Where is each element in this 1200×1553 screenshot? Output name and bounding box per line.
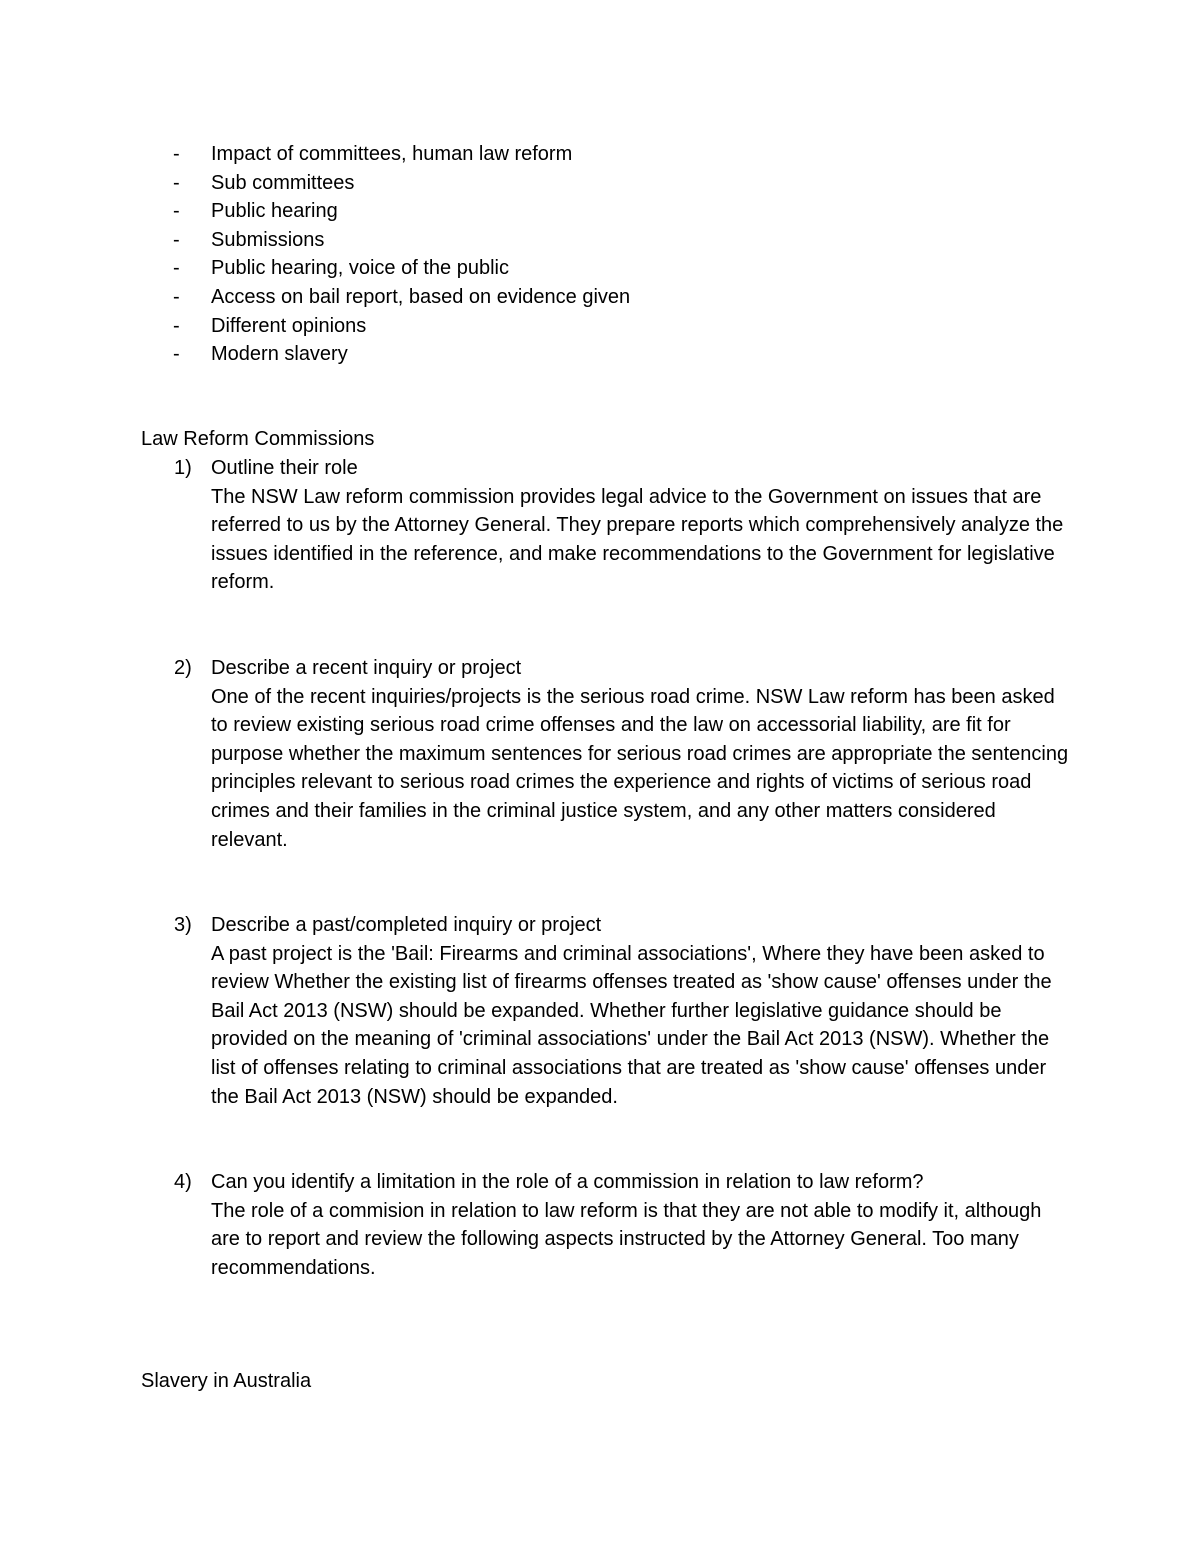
question-2 bbox=[174, 654, 1074, 854]
list-item-text: Public hearing bbox=[211, 200, 338, 223]
list-item bbox=[173, 312, 1073, 341]
list-item-text: Submissions bbox=[211, 228, 325, 251]
list-item-text: Public hearing, voice of the public bbox=[211, 257, 509, 280]
question-answer: The NSW Law reform commission provides legal advice to the Government on issues that are referred to us by the Attorney General. They prepare reports which comprehensively analyze the issues identified in the reference, and make recommendations to the Government for legislative reform. bbox=[211, 485, 1064, 594]
dash-bullet: - bbox=[173, 314, 180, 337]
dash-bullet: - bbox=[173, 200, 180, 223]
section-heading-slavery-in-australia: Slavery in Australia bbox=[141, 1370, 312, 1392]
question-answer: A past project is the 'Bail: Firearms and criminal associations', Where they have been asked to review Whether the existing list of firearms offenses treated as 'show cause' offenses under the Bail Act 2013 (NSW) should be expanded. Whether further legislative guidance should be provided on the meaning of 'criminal associations' under the Bail Act 2013 (NSW). Whether the list of offenses relating to criminal associations that are treated as 'show cause' offenses under the Bail Act 2013 (NSW) should be expanded. bbox=[211, 942, 1052, 1108]
list-item bbox=[173, 226, 1073, 255]
list-item-text: Different opinions bbox=[211, 314, 367, 337]
question-title: Can you identify a limitation in the role of a commission in relation to law reform? bbox=[211, 1171, 924, 1193]
question-title: Outline their role bbox=[211, 457, 358, 479]
question-number: 3) bbox=[174, 914, 192, 936]
list-item-text: Modern slavery bbox=[211, 343, 348, 366]
question-answer: One of the recent inquiries/projects is the serious road crime. NSW Law reform has been asked to review existing serious road crime offenses and the law on accessorial liability, are fit for purpose whether the maximum sentences for serious road crimes are appropriate the sentencing principles relevant to serious road crimes the experience and rights of victims of serious road crimes and their families in the criminal justice system, and any other matters considered relevant. bbox=[211, 685, 1069, 851]
question-number: 2) bbox=[174, 657, 192, 679]
question-4 bbox=[174, 1168, 1074, 1282]
dash-bullet: - bbox=[173, 171, 180, 194]
list-item-text: Access on bail report, based on evidence given bbox=[211, 285, 631, 308]
list-item bbox=[173, 340, 1073, 369]
question-number: 1) bbox=[174, 457, 192, 479]
list-item bbox=[173, 283, 1073, 312]
list-item bbox=[173, 254, 1073, 283]
question-3 bbox=[174, 911, 1074, 1111]
question-body bbox=[211, 1168, 1071, 1282]
topic-bullet-list bbox=[173, 140, 1073, 369]
dash-bullet: - bbox=[173, 343, 180, 366]
question-title: Describe a recent inquiry or project bbox=[211, 657, 522, 679]
list-item-text: Impact of committees, human law reform bbox=[211, 143, 573, 165]
dash-bullet: - bbox=[173, 285, 180, 308]
question-body bbox=[211, 654, 1071, 854]
list-item-text: Sub committees bbox=[211, 171, 355, 194]
question-1 bbox=[174, 454, 1074, 597]
question-number: 4) bbox=[174, 1171, 192, 1193]
question-answer: The role of a commision in relation to law reform is that they are not able to modify it, although are to report and review the following aspects instructed by the Attorney General. Too many recommendations. bbox=[211, 1199, 1042, 1279]
question-title: Describe a past/completed inquiry or project bbox=[211, 914, 602, 936]
dash-bullet: - bbox=[173, 228, 180, 251]
list-item bbox=[173, 169, 1073, 198]
dash-bullet: - bbox=[173, 257, 180, 280]
dash-bullet: - bbox=[173, 143, 180, 165]
question-body bbox=[211, 911, 1071, 1111]
section-heading-law-reform-commissions: Law Reform Commissions bbox=[141, 428, 375, 450]
list-item bbox=[173, 140, 1073, 169]
question-body bbox=[211, 454, 1071, 597]
list-item bbox=[173, 197, 1073, 226]
